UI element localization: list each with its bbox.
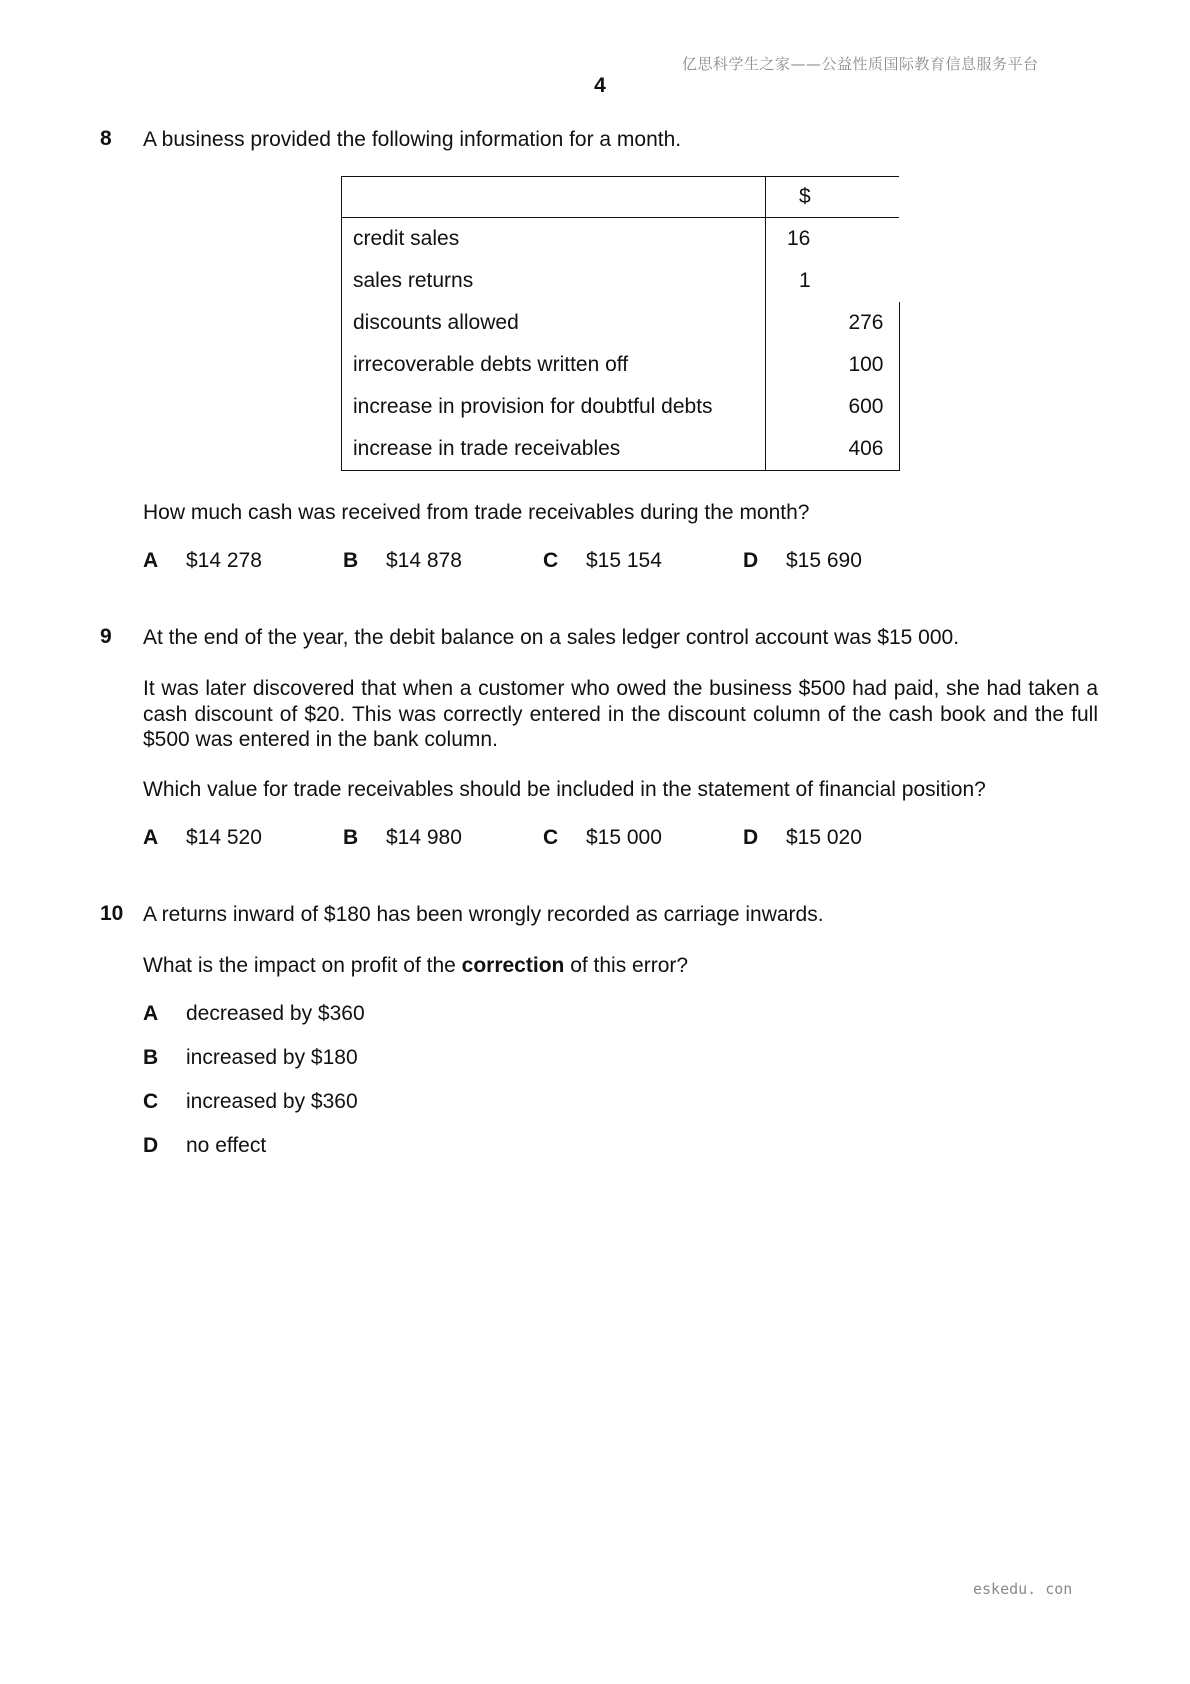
option-letter: B: [143, 1046, 159, 1069]
question-9-stem: At the end of the year, the debit balance on a sales ledger control account was $15 000.: [143, 626, 960, 649]
option-letter: A: [143, 1002, 159, 1025]
option-d[interactable]: [143, 1133, 158, 1158]
question-8-question: How much cash was received from trade receivables during the month?: [143, 501, 810, 524]
table-row: [342, 302, 900, 344]
row-label: increase in provision for doubtful debts: [342, 386, 766, 428]
row-label: discounts allowed: [342, 302, 766, 344]
option-d[interactable]: [743, 548, 758, 573]
row-value: 600: [766, 386, 900, 428]
option-d[interactable]: [743, 825, 758, 850]
option-c[interactable]: [543, 548, 558, 573]
option-text: $15 000: [586, 826, 662, 849]
table-row: [342, 428, 900, 471]
question-text-bold: correction: [461, 954, 565, 977]
option-text: $14 520: [186, 826, 262, 849]
question-8-stem: A business provided the following information for a month.: [143, 128, 682, 151]
table-header-currency: $: [766, 177, 900, 218]
q8-info-table: [341, 176, 900, 471]
option-c[interactable]: [143, 1089, 158, 1114]
option-text: no effect: [186, 1134, 267, 1157]
question-10-number: 10: [100, 902, 124, 925]
question-9-paragraph: It was later discovered that when a customer who owed the business $500 had paid, she had taken a cash discount of $20. This was correctly entered in the discount column of the cash book and the full $500 was entered in the bank column.: [143, 677, 1098, 751]
table-row: [342, 344, 900, 386]
table-header-blank: [342, 177, 766, 218]
question-text-pre: What is the impact on profit of the: [143, 954, 462, 977]
row-value: 16: [787, 227, 811, 250]
table-row: [342, 260, 900, 302]
option-c[interactable]: [543, 825, 558, 850]
page-number: 4: [594, 74, 606, 97]
option-text: $15 020: [786, 826, 862, 849]
row-value: 276: [766, 302, 900, 344]
option-letter: D: [743, 826, 759, 849]
option-letter: D: [143, 1134, 159, 1157]
table-row: [342, 386, 900, 428]
row-label: irrecoverable debts written off: [342, 344, 766, 386]
option-letter: A: [143, 826, 159, 849]
option-text: $15 154: [586, 549, 662, 572]
option-letter: C: [543, 826, 559, 849]
option-b[interactable]: [143, 1045, 158, 1070]
question-8-number: 8: [100, 127, 112, 150]
option-letter: C: [143, 1090, 159, 1113]
question-10-stem: A returns inward of $180 has been wrongly recorded as carriage inwards.: [143, 903, 824, 926]
option-a[interactable]: [143, 1001, 158, 1026]
row-label: sales returns: [342, 260, 766, 302]
option-letter: D: [743, 549, 759, 572]
row-label: increase in trade receivables: [342, 428, 766, 471]
question-text-post: of this error?: [564, 954, 689, 977]
option-letter: A: [143, 549, 159, 572]
question-10-question: [143, 953, 688, 978]
table-header-row: [342, 177, 900, 218]
option-text: increased by $360: [186, 1090, 358, 1113]
row-value: 1: [799, 269, 811, 292]
option-letter: B: [343, 826, 359, 849]
option-a[interactable]: [143, 548, 158, 573]
option-text: $14 878: [386, 549, 462, 572]
option-a[interactable]: [143, 825, 158, 850]
option-text: $14 278: [186, 549, 262, 572]
footer-watermark: eskedu. con: [973, 1580, 1073, 1598]
row-value: 100: [766, 344, 900, 386]
header-watermark: 亿思科学生之家——公益性质国际教育信息服务平台: [682, 55, 1039, 73]
option-text: $14 980: [386, 826, 462, 849]
option-b[interactable]: [343, 825, 358, 850]
option-b[interactable]: [343, 548, 358, 573]
question-9-question: Which value for trade receivables should be included in the statement of financial position?: [143, 778, 986, 801]
row-label: credit sales: [342, 218, 766, 261]
option-text: decreased by $360: [186, 1002, 365, 1025]
table-row: [342, 218, 900, 261]
question-9-number: 9: [100, 625, 112, 648]
option-letter: C: [543, 549, 559, 572]
option-text: increased by $180: [186, 1046, 358, 1069]
option-text: $15 690: [786, 549, 862, 572]
row-value: 406: [766, 428, 900, 471]
option-letter: B: [343, 549, 359, 572]
